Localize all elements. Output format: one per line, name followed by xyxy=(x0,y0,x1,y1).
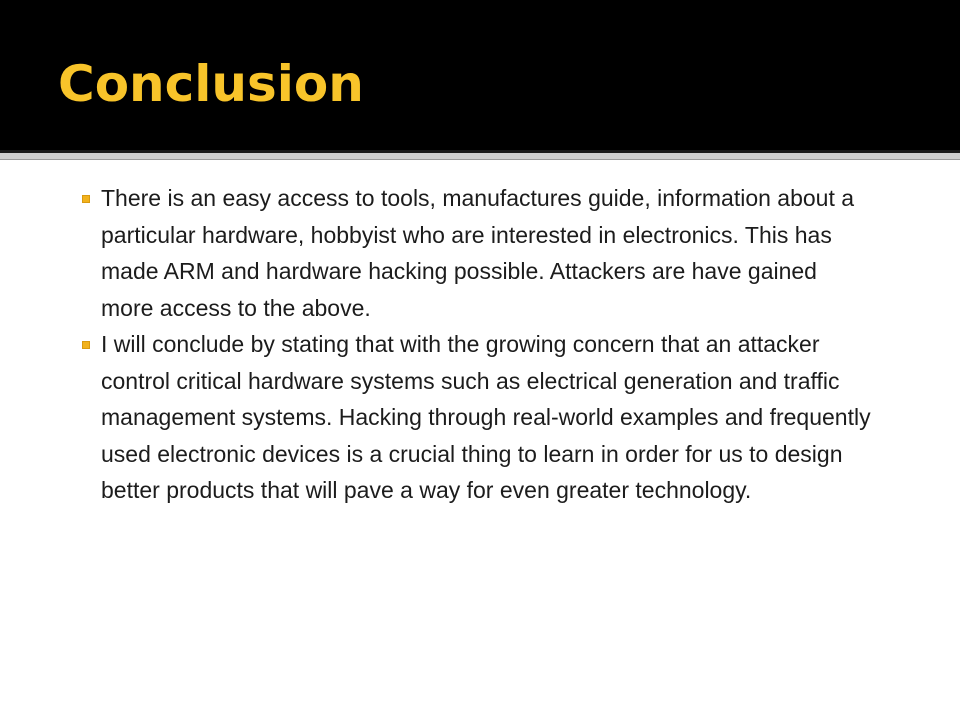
bullet-item xyxy=(82,326,872,509)
bullet-text: I will conclude by stating that with the growing concern that an attacker control critical hardware systems such as electrical generation and traffic management systems. Hacking through real-world examples and frequently used electronic devices is a crucial thing to learn in order for us to design better products that will pave a way for even greater technology. xyxy=(101,331,871,503)
square-bullet-icon xyxy=(82,341,90,349)
bullet-item xyxy=(82,180,872,326)
bullet-list xyxy=(82,180,872,509)
title-band xyxy=(0,0,960,150)
square-bullet-icon xyxy=(82,195,90,203)
title-divider-shadow xyxy=(0,159,960,160)
slide-title: Conclusion xyxy=(58,55,364,113)
bullet-text: There is an easy access to tools, manufactures guide, information about a particular hardware, hobbyist who are interested in electronics. This has made ARM and hardware hacking possible. Attackers are have gained more access to the above. xyxy=(101,185,855,321)
